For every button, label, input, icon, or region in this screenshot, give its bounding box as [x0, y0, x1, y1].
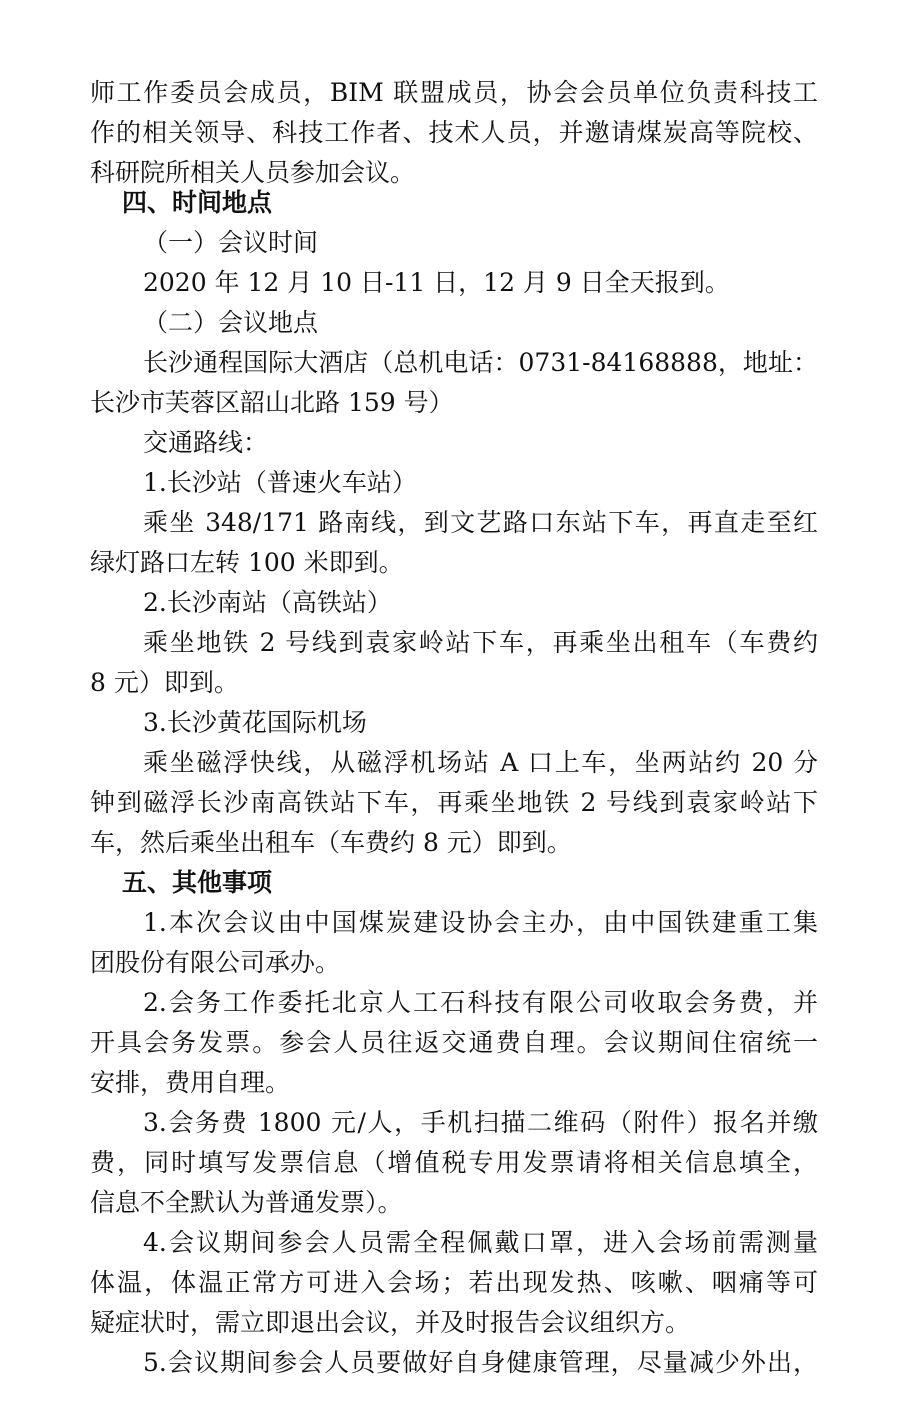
- body-line: 安排，费用自理。: [90, 1068, 291, 1097]
- body-line: 8 元）即到。: [90, 668, 239, 697]
- body-line: 钟到磁浮长沙南高铁站下车，再乘坐地铁 2 号线到袁家岭站下: [90, 788, 818, 817]
- body-line: 绿灯路口左转 100 米即到。: [90, 548, 404, 577]
- meeting-dates: 2020 年 12 月 10 日-11 日，12 月 9 日全天报到。: [143, 268, 730, 297]
- body-line: 乘坐 348/171 路南线，到文艺路口东站下车，再直走至红: [143, 508, 818, 537]
- body-line: 信息不全默认为普通发票）。: [90, 1188, 403, 1217]
- body-line: 长沙市芙蓉区韶山北路 159 号）: [90, 388, 454, 417]
- body-line: 乘坐地铁 2 号线到袁家岭站下车，再乘坐出租车（车费约: [143, 628, 818, 657]
- body-line: 师工作委员会成员，BIM 联盟成员，协会会员单位负责科技工: [90, 78, 818, 107]
- section-heading-other-matters: 五、其他事项: [122, 868, 273, 897]
- route-changsha-station: 1.长沙站（普速火车站）: [143, 468, 417, 497]
- subheading-meeting-place: （二）会议地点: [143, 308, 319, 337]
- body-line: 车，然后乘坐出租车（车费约 8 元）即到。: [90, 828, 572, 857]
- body-line: 乘坐磁浮快线，从磁浮机场站 A 口上车，坐两站约 20 分: [143, 748, 818, 777]
- body-line: 费，同时填写发票信息（增值税专用发票请将相关信息填全，: [90, 1148, 818, 1177]
- section-heading-time-place: 四、时间地点: [122, 188, 273, 217]
- body-line: 5.会议期间参会人员要做好自身健康管理，尽量减少外出，: [143, 1348, 818, 1377]
- transport-label: 交通路线：: [143, 428, 269, 457]
- body-line: 3.会务费 1800 元/人，手机扫描二维码（附件）报名并缴: [143, 1108, 818, 1137]
- body-line: 团股份有限公司承办。: [90, 948, 341, 977]
- body-line: 疑症状时，需立即退出会议，并及时报告会议组织方。: [90, 1308, 691, 1337]
- route-huanghua-airport: 3.长沙黄花国际机场: [143, 708, 367, 737]
- body-line: 科研院所相关人员参加会议。: [90, 158, 416, 187]
- body-line: 1.本次会议由中国煤炭建设协会主办，由中国铁建重工集: [143, 908, 818, 937]
- body-line: 2.会务工作委托北京人工石科技有限公司收取会务费，并: [143, 988, 818, 1017]
- route-changsha-south-station: 2.长沙南站（高铁站）: [143, 588, 392, 617]
- subheading-meeting-time: （一）会议时间: [143, 228, 319, 257]
- body-line: 开具会务发票。参会人员往返交通费自理。会议期间住宿统一: [90, 1028, 818, 1057]
- body-line: 长沙通程国际大酒店（总机电话：0731-84168888，地址：: [143, 348, 818, 377]
- body-line: 作的相关领导、科技工作者、技术人员，并邀请煤炭高等院校、: [90, 118, 818, 147]
- body-line: 体温，体温正常方可进入会场；若出现发热、咳嗽、咽痛等可: [90, 1268, 818, 1297]
- body-line: 4.会议期间参会人员需全程佩戴口罩，进入会场前需测量: [143, 1228, 818, 1257]
